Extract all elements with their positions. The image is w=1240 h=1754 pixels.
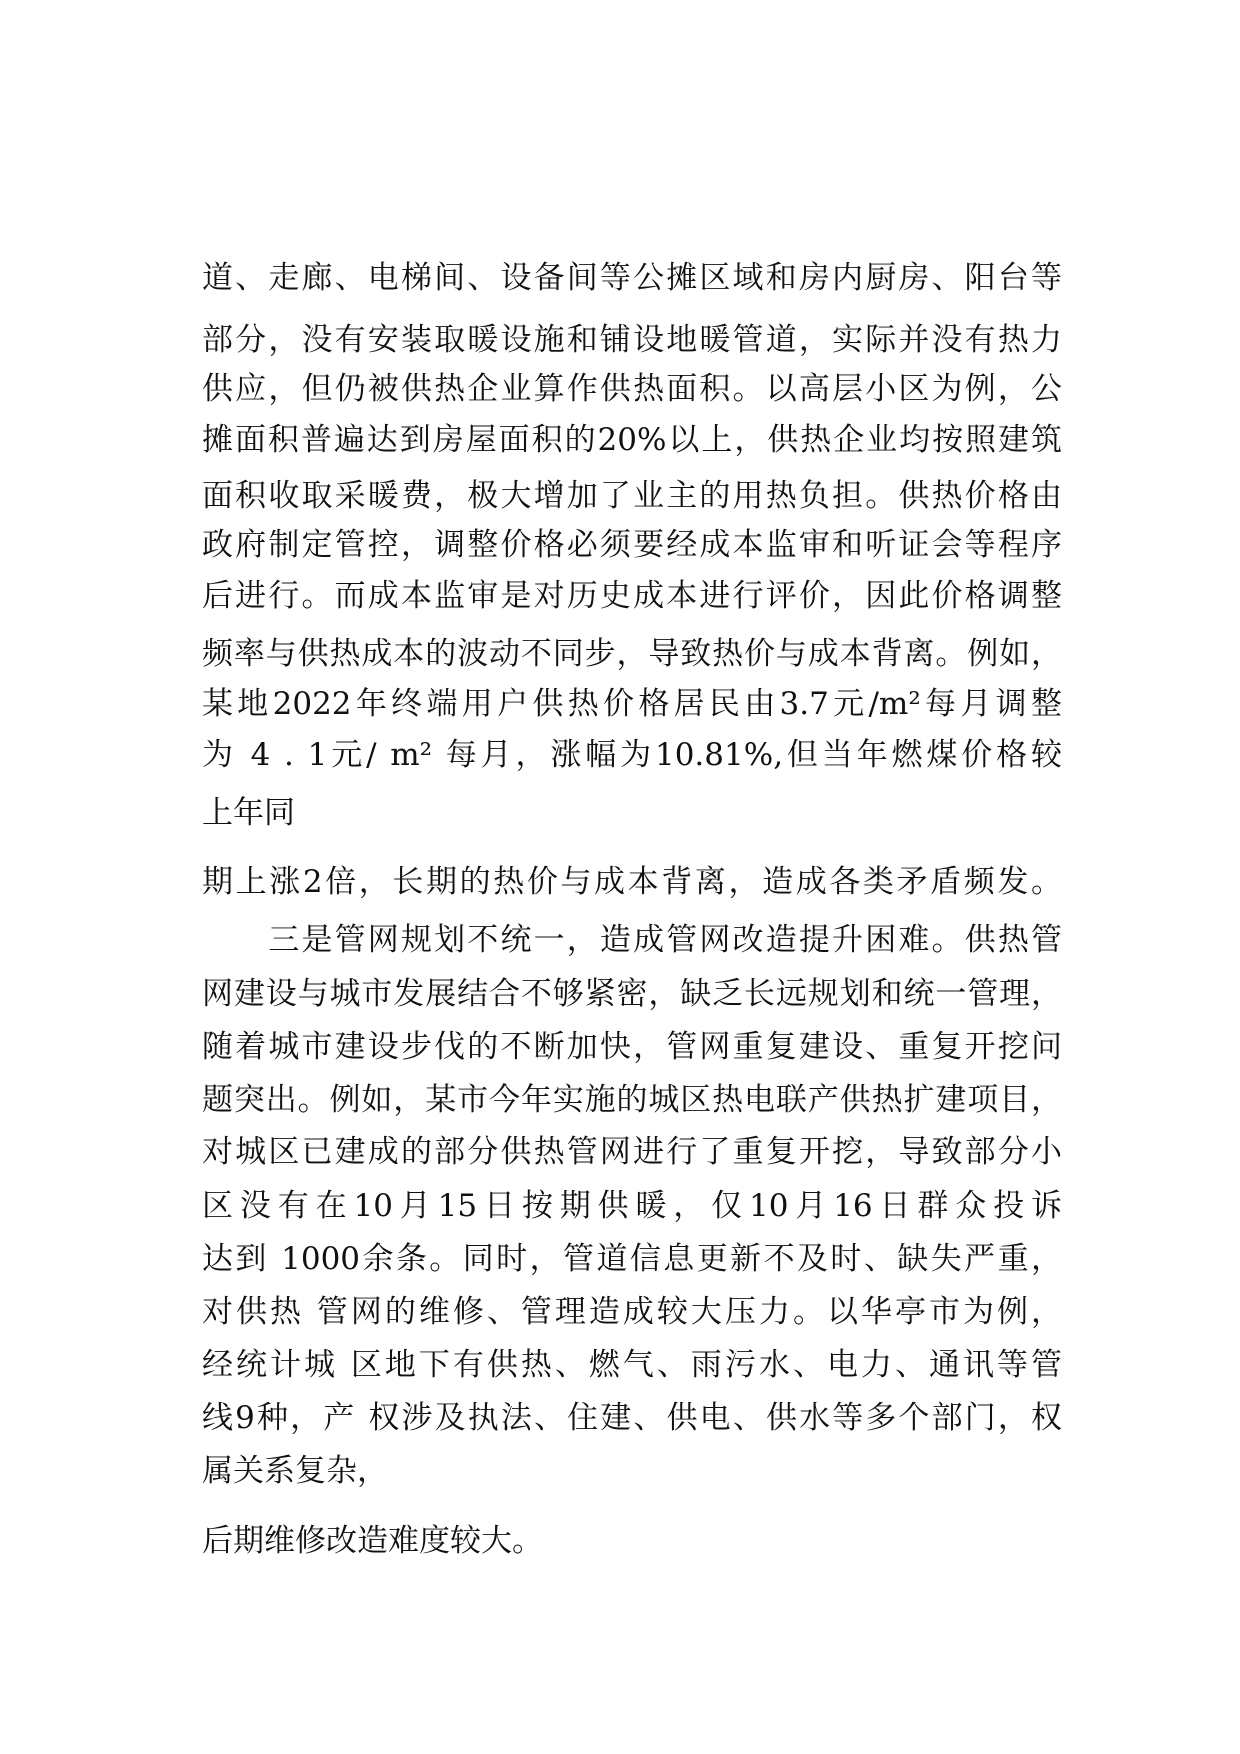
section-line: 后期维修改造难度较大。 xyxy=(202,1523,543,1559)
text-line: 期上涨2倍，长期的热价与成本背离，造成各类矛盾频发。 xyxy=(202,864,1062,900)
section-line: 区没有在10月15日按期供暖，仅10月16日群众投诉 xyxy=(202,1188,1062,1224)
section-line: 题突出。例如，某市今年实施的城区热电联产供热扩建项目， xyxy=(202,1082,1062,1118)
section-line: 对供热 管网的维修、管理造成较大压力。以华亭市为例， xyxy=(202,1294,1062,1330)
text-line: 面积收取采暖费，极大增加了业主的用热负担。供热价格由 xyxy=(202,478,1062,514)
section-line: 经统计城 区地下有供热、燃气、雨污水、电力、通讯等管 xyxy=(202,1347,1062,1383)
text-line: 政府制定管控，调整价格必须要经成本监审和听证会等程序 xyxy=(202,527,1062,563)
text-line: 频率与供热成本的波动不同步，导致热价与成本背离。例如， xyxy=(202,636,1062,672)
section-line: 随着城市建设步伐的不断加快，管网重复建设、重复开挖问 xyxy=(202,1029,1062,1065)
text-line: 后进行。而成本监审是对历史成本进行评价，因此价格调整 xyxy=(202,578,1062,614)
section-line: 线9种，产 权涉及执法、住建、供电、供水等多个部门，权 xyxy=(202,1400,1062,1436)
section-line: 网建设与城市发展结合不够紧密，缺乏长远规划和统一管理， xyxy=(202,976,1062,1012)
section-line: 三是管网规划不统一，造成管网改造提升困难。供热管 xyxy=(202,922,1062,958)
text-line: 某地2022年终端用户供热价格居民由3.7元/m²每月调整 xyxy=(202,686,1062,722)
section-line: 对城区已建成的部分供热管网进行了重复开挖，导致部分小 xyxy=(202,1134,1062,1170)
text-line: 为 4 . 1元/ m² 每月，涨幅为10.81%,但当年燃煤价格较 xyxy=(202,737,1062,773)
text-line: 供应，但仍被供热企业算作供热面积。以高层小区为例，公 xyxy=(202,371,1062,407)
section-line: 属关系复杂， xyxy=(202,1453,388,1489)
text-line: 上年同 xyxy=(202,795,295,831)
text-line: 部分，没有安装取暖设施和铺设地暖管道，实际并没有热力 xyxy=(202,322,1062,358)
text-line: 道、走廊、电梯间、设备间等公摊区域和房内厨房、阳台等 xyxy=(202,260,1062,296)
section-line: 达到 1000余条。同时，管道信息更新不及时、缺失严重， xyxy=(202,1241,1062,1277)
text-line: 摊面积普遍达到房屋面积的20%以上，供热企业均按照建筑 xyxy=(202,422,1062,458)
